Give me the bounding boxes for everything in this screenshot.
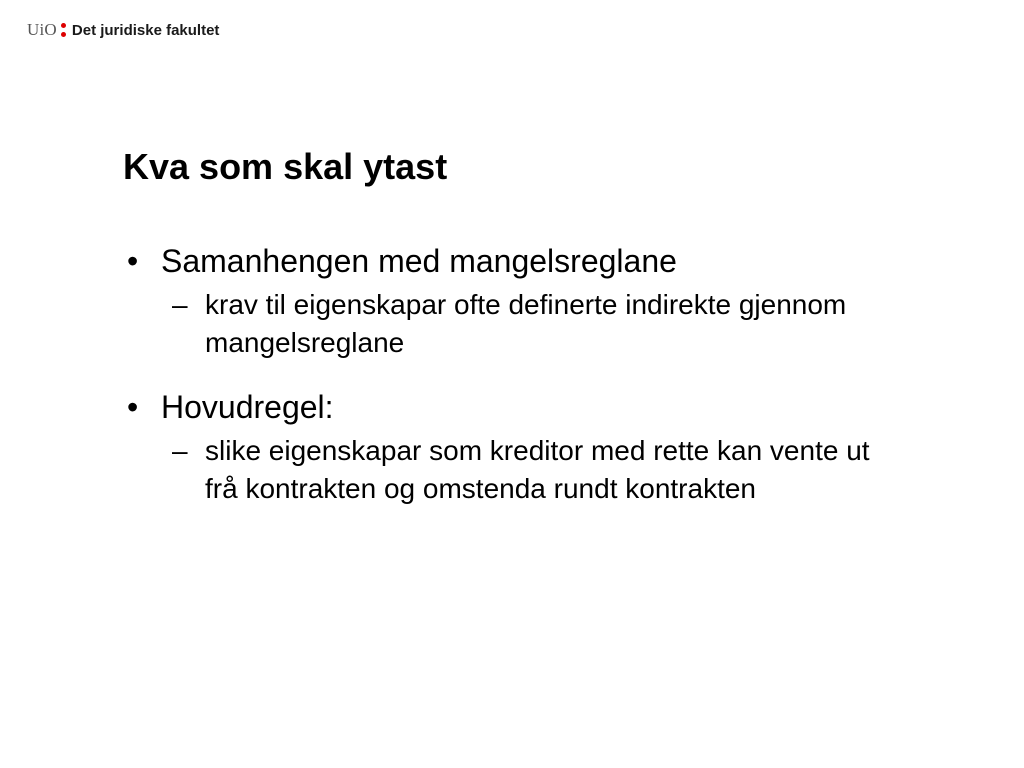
sub-bullet-text: slike eigenskapar som kreditor med rette kan vente ut frå kontrakten og omstenda rundt kontrakten <box>205 435 870 504</box>
uio-colon-dot <box>61 32 66 37</box>
sub-bullet-item <box>172 432 903 508</box>
dash-icon: – <box>172 289 188 320</box>
dash-icon: – <box>172 435 188 466</box>
uio-colon-icon <box>61 21 66 39</box>
header-logo <box>27 19 219 41</box>
sub-bullet-text: krav til eigenskapar ofte definerte indirekte gjennom mangelsreglane <box>205 289 847 358</box>
slide-content <box>123 236 903 528</box>
bullet-item <box>123 236 903 286</box>
bullet-text: Samanhengen med mangelsreglane <box>161 243 677 279</box>
bullet-text: Hovudregel: <box>161 389 334 425</box>
uio-logo-text: UiO <box>27 20 57 39</box>
bullet-item <box>123 382 903 432</box>
bullet-icon: • <box>127 389 139 425</box>
slide-title: Kva som skal ytast <box>123 146 448 187</box>
sub-bullet-item <box>172 286 903 362</box>
faculty-name: Det juridiske fakultet <box>71 21 220 39</box>
uio-colon-dot <box>61 23 66 28</box>
bullet-icon: • <box>127 243 139 279</box>
